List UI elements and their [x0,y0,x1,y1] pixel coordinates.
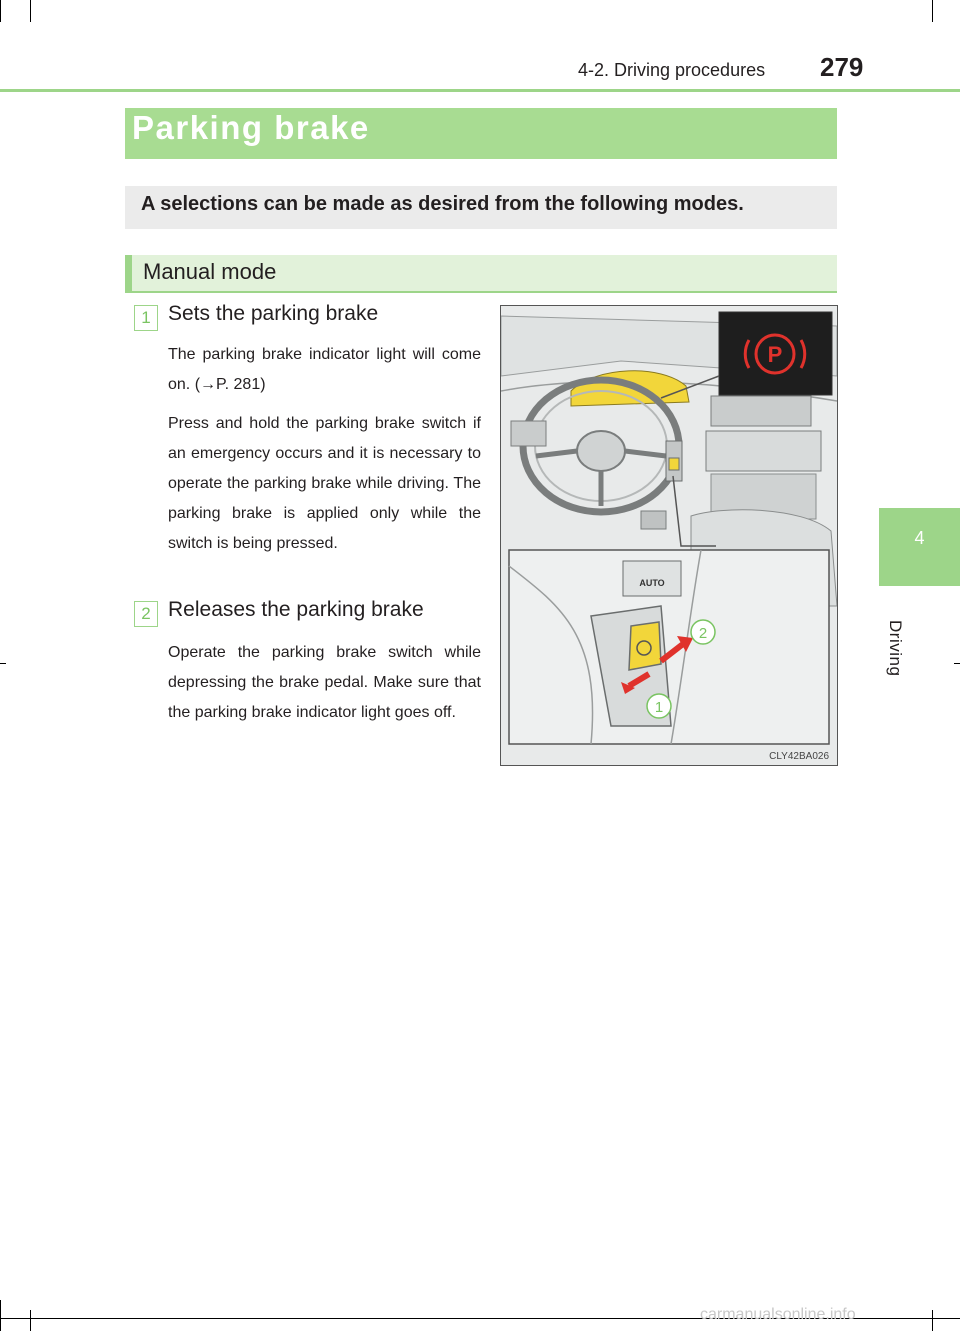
item-paragraph: Press and hold the parking brake switch if an emergency occurs and it is necessary to operate the parking brake while driving. The parking brake is applied only while the switch is being pressed. [168,415,481,552]
watermark: carmanualsonline.info [700,1306,856,1323]
header-rule [0,89,960,92]
figure-code: CLY42BA026 [769,751,829,762]
page-title: Parking brake [132,109,370,146]
crop-mark [30,0,31,22]
auto-switch-label: AUTO [639,578,665,588]
subheading-rule [125,291,837,293]
dashboard-drawing [501,306,837,765]
subheading-accent [125,255,132,291]
item-paragraph: The parking brake indicator light will come on. (→P. 281) [168,346,481,393]
item-number: 1 [134,305,158,331]
subheading-manual-mode: Manual mode [143,259,277,284]
chapter-label: Driving [886,620,905,677]
crop-mark [0,1300,1,1331]
callout-2: 2 [698,625,708,642]
intro-text: A selections can be made as desired from the following modes. [141,193,744,215]
item-paragraph: Operate the parking brake switch while depressing the brake pedal. Make sure that the parking brake indicator light goes off. [168,644,481,721]
crop-mark [932,0,933,22]
crop-mark [0,0,1,22]
chapter-number: 4 [914,528,925,548]
crop-mark [30,1310,31,1331]
item-number: 2 [134,601,158,627]
page-number: 279 [820,52,864,82]
item-title: Releases the parking brake [168,598,424,621]
item-title: Sets the parking brake [168,302,379,325]
crop-mark [932,1310,933,1331]
indicator-symbol: P [767,342,783,367]
dashboard-illustration [500,305,838,766]
crop-mark [954,663,960,664]
callout-1: 1 [654,699,664,716]
section-header: 4-2. Driving procedures [578,60,766,80]
crop-mark [0,663,6,664]
